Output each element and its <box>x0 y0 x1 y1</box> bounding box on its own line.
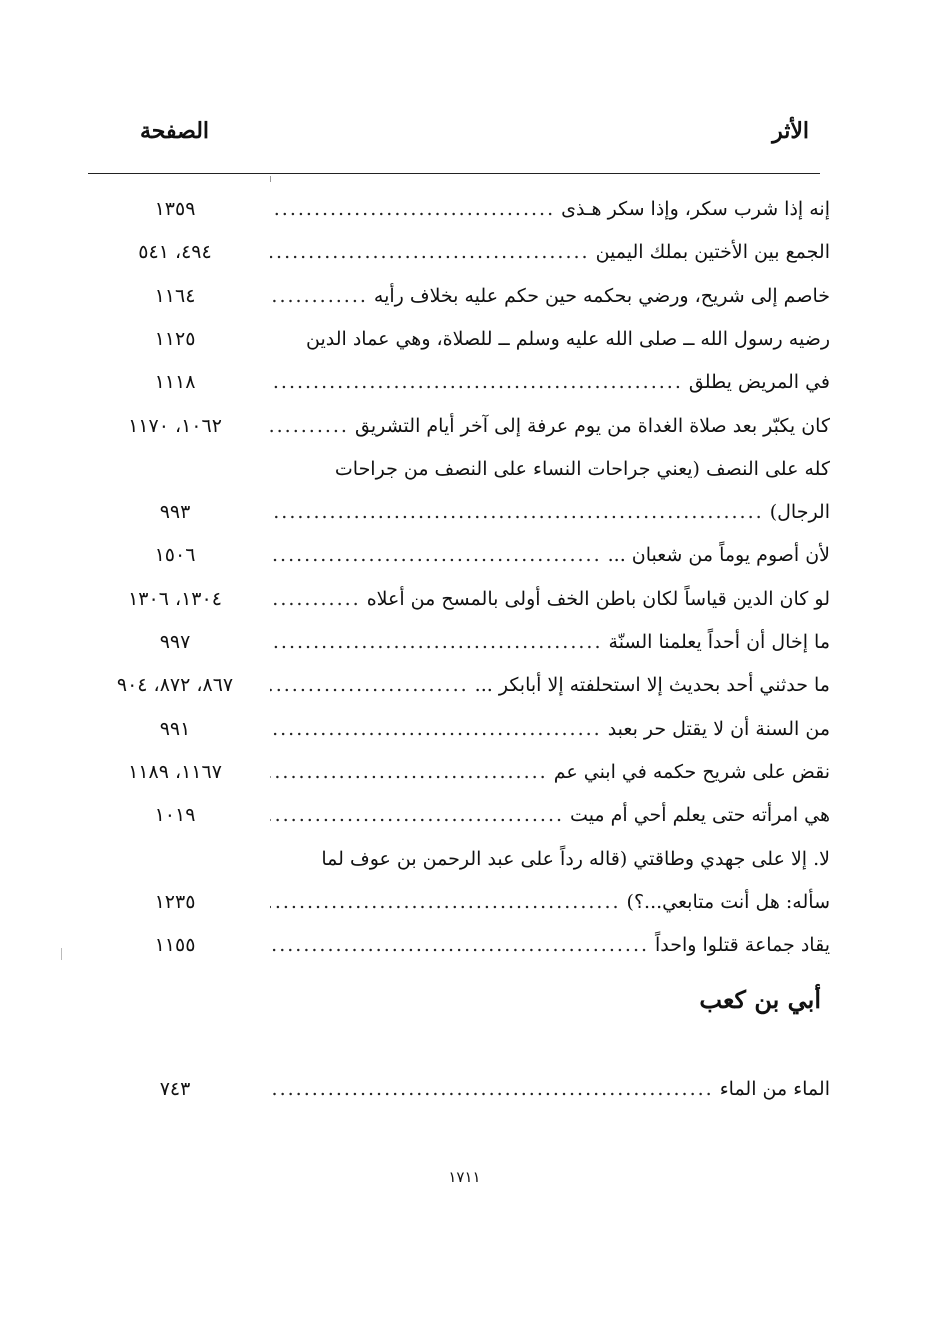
entry-line <box>270 367 830 397</box>
dot-leader <box>270 411 349 441</box>
entry-text: لو كان الدين قياساً لكان باطن الخف أولى بالمسح من أعلاه <box>366 587 830 610</box>
index-entry <box>80 454 830 494</box>
index-entry <box>80 844 830 884</box>
dot-leader <box>270 237 590 267</box>
index-entry <box>80 800 830 840</box>
dot-leader <box>270 757 548 787</box>
entry-text: كان يكبّر بعد صلاة الغداة من يوم عرفة إلى آخر أيام التشريق <box>354 414 830 437</box>
entry-page-numbers: ١٣٥٩ <box>154 198 196 220</box>
entry-text: خاصم إلى شريح، ورضي بحكمه حين حكم عليه بخلاف رأيه <box>373 284 830 307</box>
entry-line <box>270 1074 830 1104</box>
dot-leader <box>270 930 649 960</box>
divider-tick <box>270 176 271 182</box>
index-entry <box>80 324 830 364</box>
entry-text: في المريض يطلق <box>688 371 830 394</box>
entry-text: هي امرأته حتى يعلم أحي أم ميت <box>570 804 830 827</box>
header-divider <box>88 173 820 174</box>
entry-line <box>270 237 830 267</box>
index-entry <box>80 714 830 754</box>
index-entry <box>80 584 830 624</box>
entry-text: سأله: هل أنت متابعي...؟) <box>626 890 830 913</box>
dot-leader <box>270 887 621 917</box>
index-entry <box>80 367 830 407</box>
entry-page-numbers: ٤٩٤، ٥٤١ <box>138 241 212 264</box>
entry-text: الرجال) <box>769 501 830 524</box>
athar-column-header: الأثر <box>772 118 809 144</box>
index-entry <box>80 237 830 277</box>
dot-leader <box>270 800 564 830</box>
entry-page-numbers: ١٣٠٤، ١٣٠٦ <box>128 587 222 610</box>
entry-line <box>270 627 830 657</box>
index-entry <box>80 540 830 580</box>
entry-text: لا. إلا على جهدي وطاقتي (قاله رداً على عبد الرحمن بن عوف لما <box>321 847 830 870</box>
entry-line <box>270 281 830 311</box>
index-entry <box>80 497 830 537</box>
entry-text: يقاد جماعة قتلوا واحداً <box>655 934 830 957</box>
entry-line <box>270 887 830 917</box>
dot-leader <box>270 1074 714 1104</box>
entry-page-numbers: ٩٩١ <box>159 717 191 740</box>
entry-line <box>270 844 830 874</box>
index-entry <box>80 627 830 667</box>
scan-mark <box>61 948 62 960</box>
index-entry <box>80 281 830 321</box>
entry-page-numbers: ١١٢٥ <box>154 327 196 350</box>
entry-text: الماء من الماء <box>719 1078 830 1100</box>
entry-line <box>270 584 830 614</box>
entry-page-numbers: ١١٦٧، ١١٨٩ <box>128 760 222 783</box>
dot-leader <box>270 281 368 311</box>
index-entry <box>80 194 830 234</box>
entry-line <box>270 497 830 527</box>
entry-page-numbers: ١٢٣٥ <box>154 890 196 913</box>
index-entry <box>80 757 830 797</box>
entry-text: ما حدثني أحد بحديث إلا استحلفته إلا أبابكر ... <box>474 674 830 697</box>
index-entry <box>80 887 830 927</box>
entry-page-numbers: ١٠١٩ <box>154 804 196 827</box>
entry-page-numbers: ٨٦٧، ٨٧٢، ٩٠٤ <box>116 674 234 697</box>
entry-line <box>270 454 830 484</box>
entry-line <box>270 540 830 570</box>
entry-text: لأن أصوم يوماً من شعبان ... <box>607 544 830 567</box>
page-column-header: الصفحة <box>140 118 210 144</box>
dot-leader <box>270 497 764 527</box>
entry-text: الجمع بين الأختين بملك اليمين <box>595 241 830 264</box>
entry-line <box>270 757 830 787</box>
entry-page-numbers: ١١١٨ <box>154 371 196 394</box>
index-entry <box>80 670 830 710</box>
dot-leader <box>270 540 602 570</box>
dot-leader <box>270 584 361 614</box>
entry-page-numbers: ١٥٠٦ <box>154 544 196 567</box>
entry-page-numbers: ٩٩٣ <box>159 501 191 524</box>
entry-text: كله على النصف (يعني جراحات النساء على النصف من جراحات <box>334 457 830 480</box>
entry-line <box>270 194 830 224</box>
entry-line <box>270 411 830 441</box>
entry-text: إنه إذا شرب سكر، وإذا سكر هـذى <box>561 198 830 220</box>
dot-leader <box>270 627 603 657</box>
entry-line <box>270 714 830 744</box>
section-title: أبي بن كعب <box>699 985 821 1014</box>
entry-page-numbers: ١٠٦٢، ١١٧٠ <box>128 414 222 437</box>
entry-page-numbers: ٩٩٧ <box>159 631 191 653</box>
entry-line <box>270 930 830 960</box>
entry-page-numbers: ٧٤٣ <box>159 1078 191 1100</box>
dot-leader <box>270 714 602 744</box>
entry-page-numbers: ١١٦٤ <box>154 284 196 307</box>
entry-text: ما إخال أن أحداً يعلمنا السنّة <box>608 631 830 653</box>
dot-leader <box>270 194 555 224</box>
entry-line <box>270 800 830 830</box>
entry-text: من السنة أن لا يقتل حر بعبد <box>607 717 830 740</box>
dot-leader <box>270 367 683 397</box>
page-number: ١٧١١ <box>448 1168 481 1186</box>
entry-line <box>270 670 830 700</box>
index-entry <box>80 1074 830 1114</box>
entry-text: نقض على شريح حكمه في ابني عم <box>553 760 830 783</box>
dot-leader <box>270 670 469 700</box>
entry-text: رضيه رسول الله ــ صلى الله عليه وسلم ــ للصلاة، وهي عماد الدين <box>306 327 830 350</box>
index-entry <box>80 411 830 451</box>
entry-page-numbers: ١١٥٥ <box>154 934 196 957</box>
index-entry <box>80 930 830 970</box>
entry-line <box>270 324 830 354</box>
